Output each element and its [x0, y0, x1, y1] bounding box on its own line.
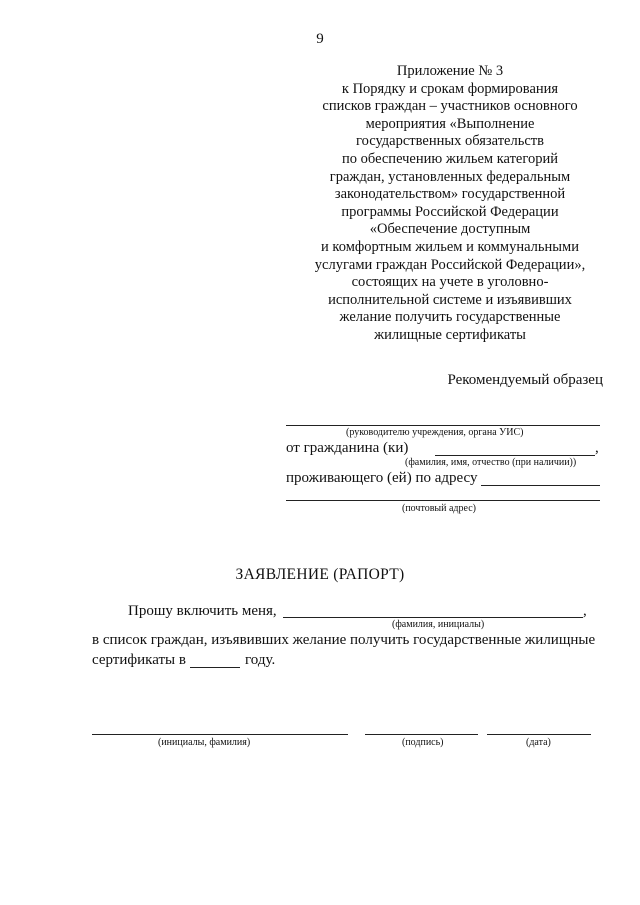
- body-line-2-prefix: сертификаты в: [92, 652, 186, 668]
- annex-block: [300, 63, 600, 345]
- sign-caption: (подпись): [402, 737, 444, 748]
- annex-line: исполнительной системе и изъявивших: [328, 291, 572, 308]
- date-caption: (дата): [526, 737, 551, 748]
- annex-line: желание получить государственные: [339, 309, 561, 326]
- annex-line: Приложение № 3: [396, 63, 504, 79]
- address-label: проживающего (ей) по адресу: [286, 470, 478, 486]
- name-caption: (инициалы, фамилия): [158, 737, 251, 748]
- year-line[interactable]: [190, 667, 240, 668]
- document-title: ЗАЯВЛЕНИЕ (РАПОРТ): [235, 566, 405, 583]
- initials-caption: (фамилия, инициалы): [392, 619, 485, 630]
- sign-line[interactable]: [365, 734, 478, 735]
- annex-line: к Порядку и срокам формирования: [341, 80, 559, 97]
- annex-line: государственных обязательств: [356, 133, 544, 150]
- initials-line[interactable]: [283, 617, 583, 618]
- head-line[interactable]: [286, 425, 600, 426]
- annex-line: состоящих на учете в уголовно-: [351, 274, 549, 291]
- body-line-2-suffix: году.: [245, 652, 276, 668]
- annex-line: «Обеспечение доступным: [369, 221, 531, 238]
- head-caption: (руководителю учреждения, органа УИС): [346, 427, 524, 438]
- body-line-1: в список граждан, изъявивших желание получить государственные жилищные: [92, 632, 596, 648]
- address-line-1[interactable]: [481, 485, 600, 486]
- annex-line: законодательством» государственной: [334, 186, 566, 203]
- fio-caption: (фамилия, имя, отчество (при наличии)): [405, 457, 577, 468]
- annex-line: мероприятия «Выполнение: [365, 115, 535, 132]
- request-label: Прошу включить меня,: [128, 603, 277, 619]
- date-line[interactable]: [487, 734, 591, 735]
- from-comma: ,: [595, 440, 599, 456]
- annex-line: граждан, установленных федеральным: [329, 168, 571, 185]
- annex-line: по обеспечению жильем категорий: [342, 150, 558, 167]
- annex-line: жилищные сертификаты: [374, 326, 526, 343]
- fio-line[interactable]: [435, 455, 595, 456]
- request-comma: ,: [583, 603, 587, 619]
- address-line-2[interactable]: [286, 500, 600, 501]
- sample-label: Рекомендуемый образец: [447, 372, 603, 388]
- annex-line: и комфортным жильем и коммунальными: [321, 238, 579, 255]
- page-number: 9: [316, 31, 324, 47]
- name-line[interactable]: [92, 734, 348, 735]
- annex-line: программы Российской Федерации: [341, 203, 559, 220]
- annex-line: списков граждан – участников основного: [322, 98, 578, 115]
- from-label: от гражданина (ки): [286, 440, 409, 456]
- address-caption: (почтовый адрес): [402, 503, 476, 514]
- annex-line: услугами граждан Российской Федерации»,: [314, 256, 586, 273]
